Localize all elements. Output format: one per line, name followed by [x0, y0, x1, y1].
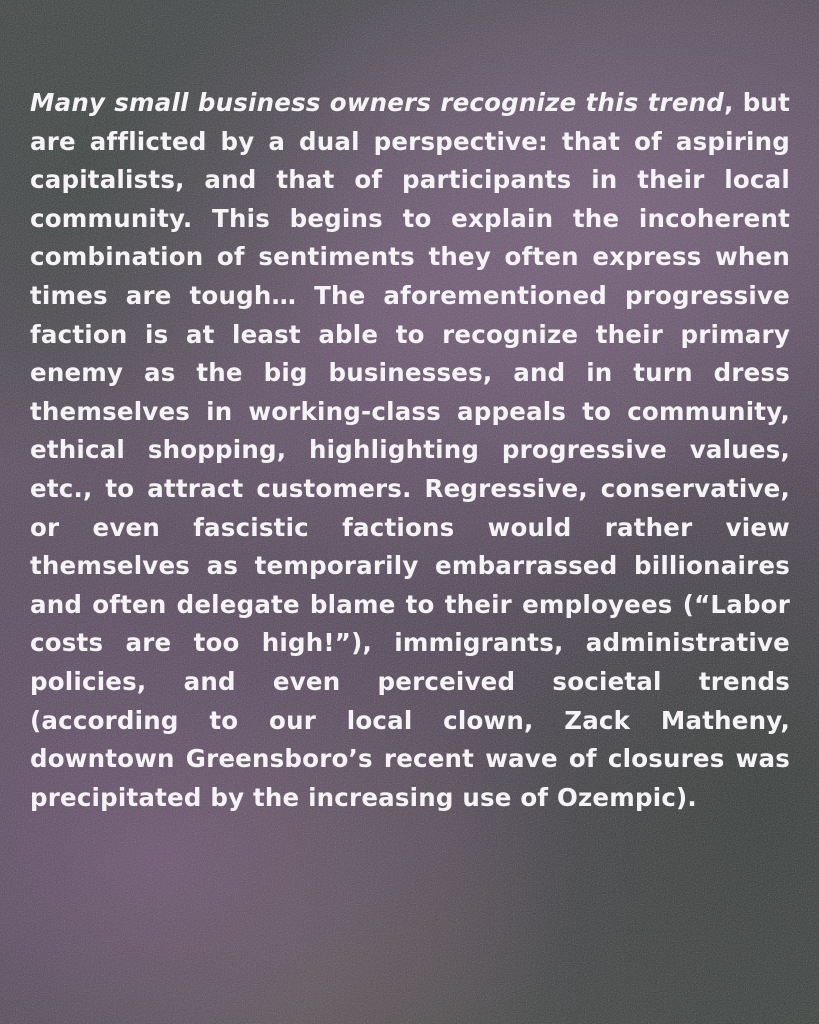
essay-body-text: , but are afflicted by a dual perspective: that of aspiring capitalists, and that of participants in their local community. This begins to explain the incoherent combination of sentiments they often express when times are tough… The aforementioned progressive faction is at least able to recognize their primary enemy as the big businesses, and in turn dress themselves in working-class appeals to community, ethical shopping, highlighting progressive values, etc., to attract customers. Regressive, conservative, or even fascistic factions would rather view themselves as temporarily embarrassed billionaires and often delegate blame to their employees (“Labor costs are too high!”), immigrants, administrative policies, and even perceived societal trends (according to our local clown, Zack Matheny, downtown Greensboro’s recent wave of closures was precipitated by the increasing use of Ozempic). [30, 88, 790, 812]
essay-paragraph [30, 84, 790, 817]
essay-lead-italic: Many small business owners recognize this trend [30, 88, 725, 117]
